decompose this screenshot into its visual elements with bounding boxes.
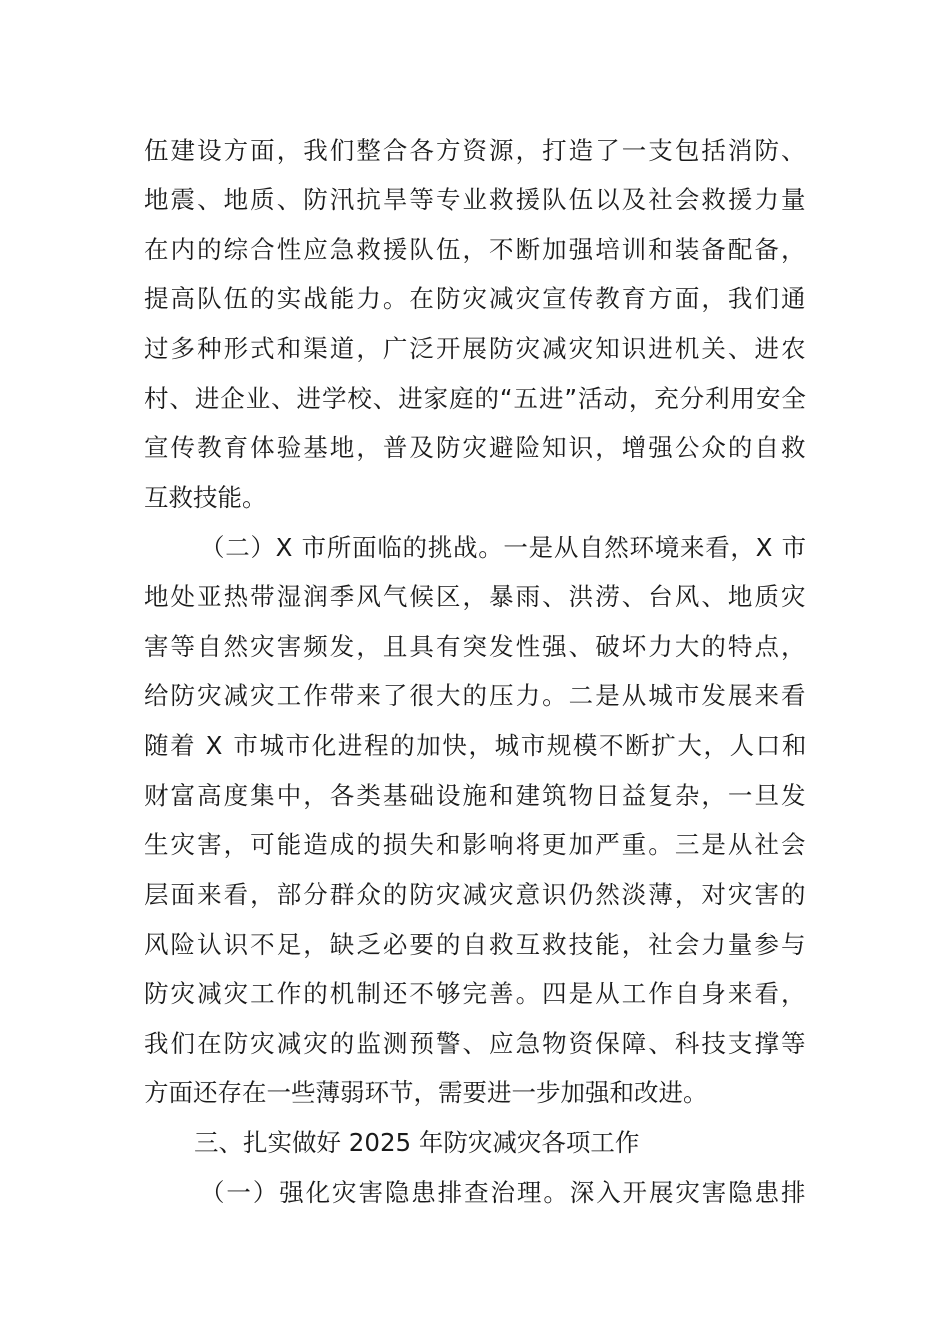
body-text-line: 宣传教育体验基地，普及防灾避险知识，增强公众的自救 xyxy=(144,433,808,462)
body-text-line: 风险认识不足，缺乏必要的自救互救技能，社会力量参与 xyxy=(144,930,808,959)
body-text-line: 生灾害，可能造成的损失和影响将更加严重。三是从社会 xyxy=(144,830,808,859)
body-text-line: 在内的综合性应急救援队伍，不断加强培训和装备配备， xyxy=(144,235,808,264)
paragraph-heading-line: （一）强化灾害隐患排查治理。深入开展灾害隐患排 xyxy=(200,1178,808,1207)
paragraph-heading-line: （二）X 市所面临的挑战。一是从自然环境来看，X 市 xyxy=(200,533,807,562)
body-text-line: 过多种形式和渠道，广泛开展防灾减灾知识进机关、进农 xyxy=(144,334,808,363)
body-text-line: 层面来看，部分群众的防灾减灾意识仍然淡薄，对灾害的 xyxy=(144,880,808,909)
section-heading: 三、扎实做好 2025 年防灾减灾各项工作 xyxy=(194,1128,640,1157)
body-text-line: 财富高度集中，各类基础设施和建筑物日益复杂，一旦发 xyxy=(144,781,808,810)
body-text-line: 地处亚热带湿润季风气候区，暴雨、洪涝、台风、地质灾 xyxy=(144,582,808,611)
body-text-line: 村、进企业、进学校、进家庭的“五进”活动，充分利用安全 xyxy=(144,384,807,413)
body-text-line: 我们在防灾减灾的监测预警、应急物资保障、科技支撑等 xyxy=(144,1029,808,1058)
body-text-line: 伍建设方面，我们整合各方资源，打造了一支包括消防、 xyxy=(144,136,808,165)
body-text-line: 提高队伍的实战能力。在防灾减灾宣传教育方面，我们通 xyxy=(144,284,808,313)
body-text-line: 给防灾减灾工作带来了很大的压力。二是从城市发展来看 xyxy=(144,681,808,710)
body-text-line: 方面还存在一些薄弱环节，需要进一步加强和改进。 xyxy=(144,1078,708,1107)
body-text-line: 害等自然灾害频发，且具有突发性强、破坏力大的特点， xyxy=(144,632,808,661)
body-text-line: 地震、地质、防汛抗旱等专业救援队伍以及社会救援力量 xyxy=(144,185,808,214)
body-text-line: 互救技能。 xyxy=(144,483,267,512)
body-text-line: 防灾减灾工作的机制还不够完善。四是从工作自身来看， xyxy=(144,979,808,1008)
body-text-line: 随着 X 市城市化进程的加快，城市规模不断扩大，人口和 xyxy=(144,731,808,760)
